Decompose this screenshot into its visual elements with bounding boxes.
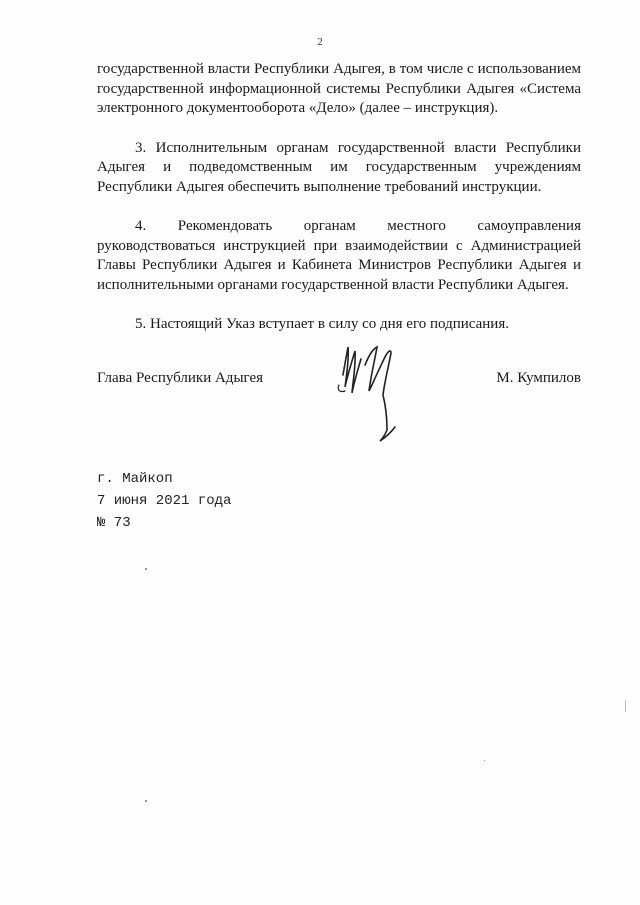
paragraph-item-5: 5. Настоящий Указ вступает в силу со дня его подписания. bbox=[135, 316, 509, 332]
signatory-title: Глава Республики Адыгея bbox=[97, 370, 264, 386]
document-body bbox=[97, 60, 581, 355]
scan-speck bbox=[484, 760, 485, 761]
signatory-name: М. Кумпилов bbox=[496, 370, 581, 386]
paragraph-item-4: 4. Рекомендовать органам местного самоуправления руководствоваться инструкцией при взаимодействии с Администрацией Главы Республики Адыгея и Кабинета Министров Республики Адыгея и исполнительными органами государственной власти Республики Адыгея. bbox=[97, 218, 581, 293]
scan-speck bbox=[145, 800, 147, 802]
handwritten-signature bbox=[325, 335, 415, 450]
page-number: 2 bbox=[317, 36, 323, 48]
issue-number: № 73 bbox=[97, 515, 131, 531]
issue-place: г. Майкоп bbox=[97, 471, 173, 487]
scan-mark bbox=[625, 700, 626, 712]
paragraph-continuation: государственной власти Республики Адыгея, в том числе с использованием государственной информационной системы Республики Адыгея «Система электронного документооборота «Дело» (далее – инструкция). bbox=[97, 61, 581, 116]
issue-details bbox=[97, 468, 231, 534]
issue-date: 7 июня 2021 года bbox=[97, 493, 232, 509]
scan-speck bbox=[145, 568, 147, 570]
paragraph-item-3: 3. Исполнительным органам государственной власти Республики Адыгея и подведомственным им государственным учреждениям Республики Адыгея обеспечить выполнение требований инструкции. bbox=[97, 139, 581, 195]
